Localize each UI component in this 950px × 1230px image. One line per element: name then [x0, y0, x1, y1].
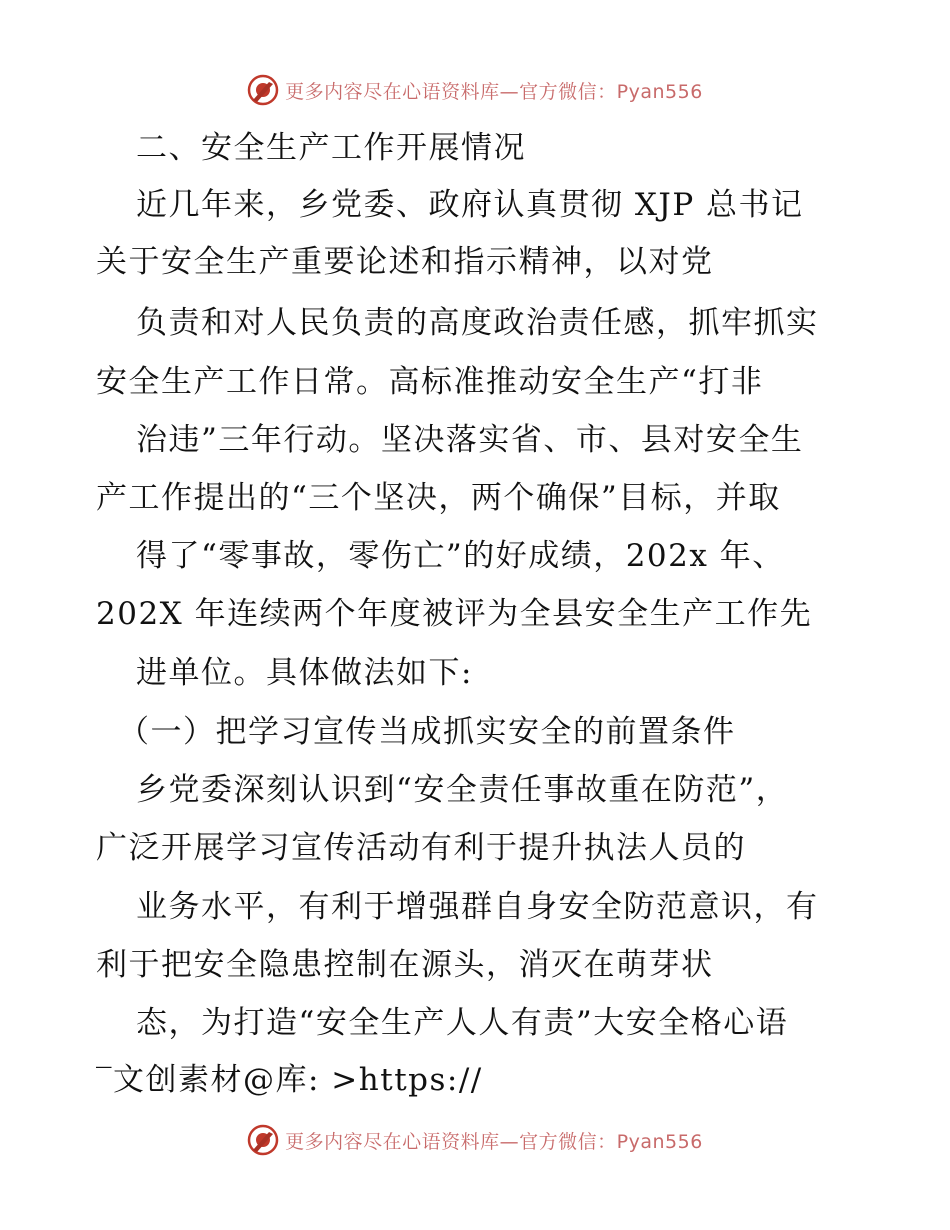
paragraph-line: 业务水平，有利于增强群自身安全防范意识，有	[136, 889, 819, 925]
paragraph-line: 202X 年连续两个年度被评为全县安全生产工作先	[96, 596, 813, 632]
paragraph-line: 进单位。具体做法如下:	[136, 655, 473, 691]
subsection-heading: （一）把学习宣传当成抓实安全的前置条件	[118, 714, 736, 750]
section-heading: 二、安全生产工作开展情况	[136, 130, 526, 166]
header-banner	[0, 70, 950, 110]
footer-banner	[0, 1120, 950, 1160]
red-quill-logo-icon	[247, 74, 279, 106]
header-banner-text: 更多内容尽在心语资料库—官方微信：Pyan556	[285, 80, 703, 103]
paragraph-line: 广泛开展学习宣传活动有利于提升执法人员的	[96, 830, 746, 866]
paragraph-line: 态，为打造“安全生产人人有责”大安全格心语	[136, 1005, 789, 1041]
paragraph-line: 得了“零事故，零伤亡”的好成绩，202x 年、	[136, 538, 785, 574]
paragraph-line: 乡党委深刻认识到“安全责任事故重在防范”，	[136, 772, 789, 808]
paragraph-line: 治违”三年行动。坚决落实省、市、县对安全生	[136, 422, 804, 458]
paragraph-line: 近几年来，乡党委、政府认真贯彻 XJP 总书记	[136, 187, 804, 223]
paragraph-line: 负责和对人民负责的高度政治责任感，抓牢抓实	[136, 305, 819, 341]
paragraph-line: 关于安全生产重要论述和指示精神，以对党	[96, 244, 714, 280]
paragraph-line: ‾文创素材@库: >https://	[96, 1062, 483, 1098]
paragraph-line: 利于把安全隐患控制在源头，消灭在萌芽状	[96, 947, 714, 983]
paragraph-line: 产工作提出的“三个坚决，两个确保”目标，并取	[96, 480, 781, 516]
footer-banner-text: 更多内容尽在心语资料库—官方微信：Pyan556	[285, 1130, 703, 1153]
paragraph-line: 安全生产工作日常。高标准推动安全生产“打非	[96, 364, 764, 400]
red-quill-logo-icon	[247, 1124, 279, 1156]
